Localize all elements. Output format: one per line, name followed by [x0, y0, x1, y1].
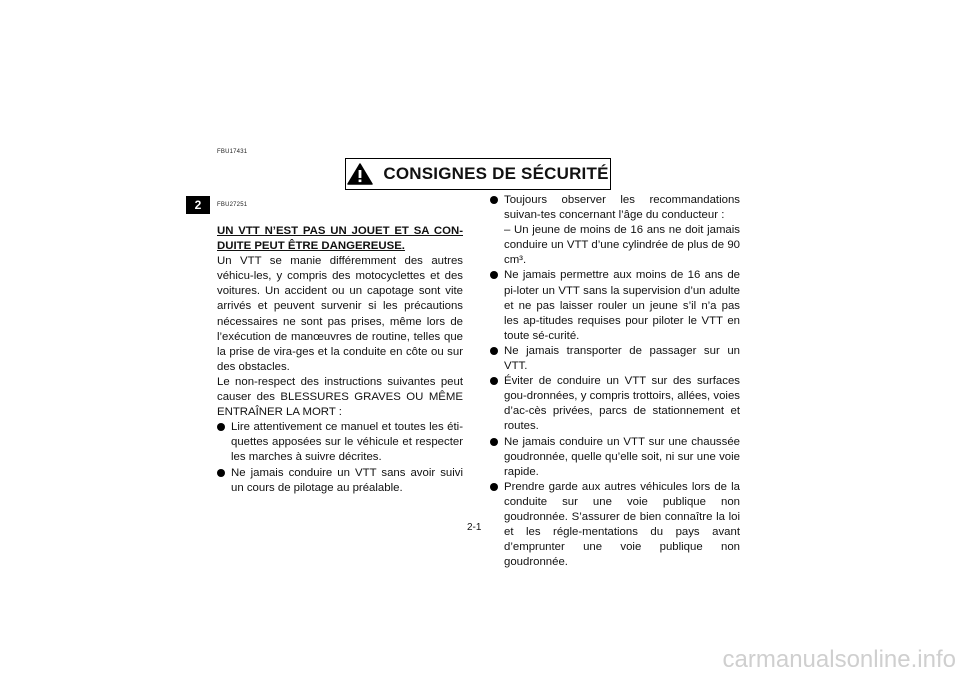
bullet-icon [490, 483, 498, 491]
list-item-text: Lire attentivement ce manuel et toutes les éti-quettes apposées sur le véhicule et respecter les marches à suivre décrites. [231, 421, 463, 464]
right-column [490, 193, 740, 570]
list-item [490, 193, 740, 268]
watermark: carmanualsonline.info [722, 646, 956, 673]
list-item-text: Ne jamais permettre aux moins de 16 ans de pi-loter un VTT sans la supervision d’un adulte et ne pas laisser rouler un jeune s’il n’a pas les ap-titudes requises pour piloter le VTT en toute sé-curité. [504, 269, 740, 342]
list-item-text: Prendre garde aux autres véhicules lors de la conduite sur une voie publique non goudronnée. S’assurer de bien connaître la loi et les régle-mentations du pays avant d’emprunter une voie publique non goudronnée. [504, 480, 740, 569]
list-item-text: Ne jamais conduire un VTT sans avoir suivi un cours de pilotage au préalable. [231, 466, 463, 494]
list-item-text: Ne jamais transporter de passager sur un VTT. [504, 344, 740, 373]
list-item [217, 420, 463, 465]
bullet-icon [490, 271, 498, 279]
list-item [490, 344, 740, 374]
chapter-tab: 2 [186, 196, 210, 214]
bullet-icon [217, 423, 225, 431]
list-item [490, 480, 740, 571]
warning-heading: UN VTT N’EST PAS UN JOUET ET SA CON-DUITE PEUT ÊTRE DANGEREUSE. [217, 225, 463, 253]
bullet-icon [490, 377, 498, 385]
bullet-icon [217, 469, 225, 477]
page-number: 2-1 [467, 522, 482, 533]
list-item-text: Ne jamais conduire un VTT sur une chaussée goudronnée, quelle qu’elle soit, ni sur une voie rapide. [504, 435, 740, 478]
document-code-section: FBU27251 [217, 202, 248, 208]
bullet-icon [490, 438, 498, 446]
list-item [490, 268, 740, 343]
bullet-icon [490, 347, 498, 355]
left-column [217, 224, 463, 496]
list-item [217, 466, 463, 496]
title-banner [345, 158, 611, 190]
warning-icon [347, 163, 373, 185]
intro-paragraph: Un VTT se manie différemment des autres véhicu-les, y compris des motocyclettes et des voitures. Un accident ou un capotage sont vite arrivés et peuvent survenir si les précautions nécessaires ne sont pas prises, même lors de l’exécution de manœuvres de routine, telles que la prise de vira-ges et la conduite en côte ou sur des obstacles. [217, 255, 463, 373]
page-title: CONSIGNES DE SÉCURITÉ [383, 164, 609, 183]
list-item [490, 374, 740, 434]
list-item [490, 435, 740, 480]
list-item-subtext: – Un jeune de moins de 16 ans ne doit jamais conduire un VTT d’une cylindrée de plus de 90 cm³. [504, 224, 740, 267]
consequence-paragraph: Le non-respect des instructions suivantes peut causer des BLESSURES GRAVES OU MÊME ENTRAÎNER LA MORT : [217, 375, 463, 419]
list-item-text: Éviter de conduire un VTT sur des surfaces gou-dronnées, y compris trottoirs, allées, voies d’ac-cès privées, parcs de stationnement et routes. [504, 375, 740, 433]
list-item-text: Toujours observer les recommandations suivan-tes concernant l’âge du conducteur : [504, 194, 740, 222]
document-code-title: FBU17431 [217, 149, 248, 155]
bullet-icon [490, 196, 498, 204]
